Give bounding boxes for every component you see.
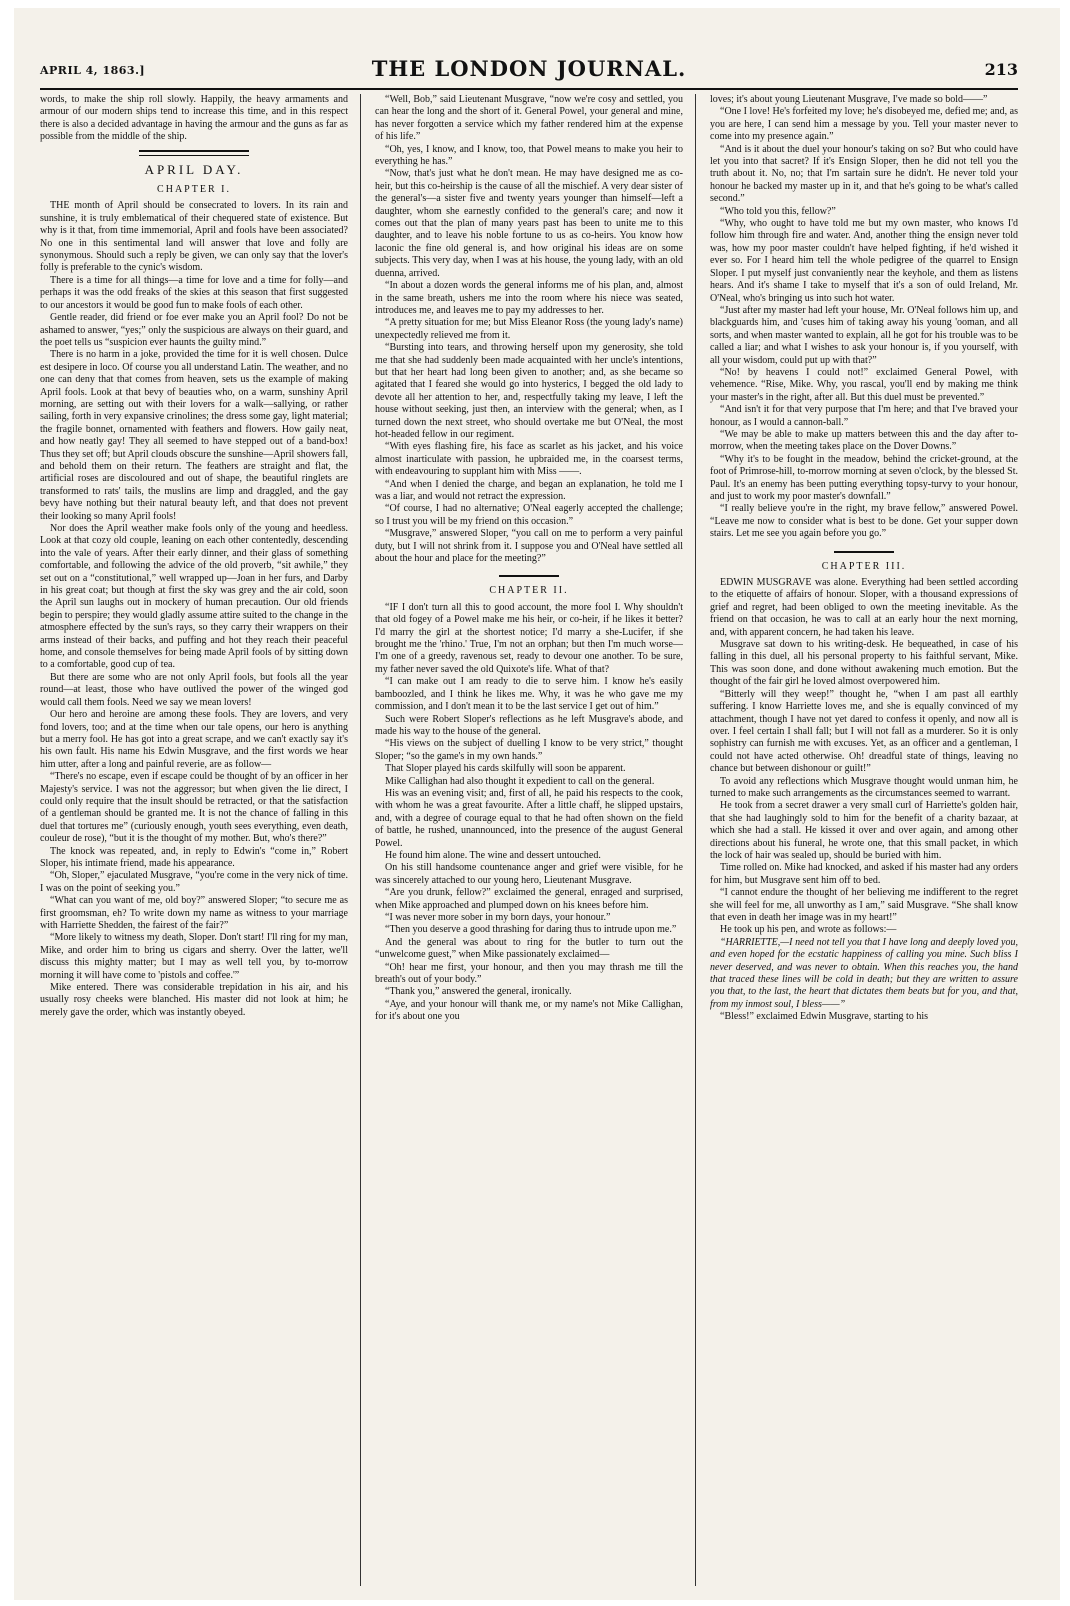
paragraph: “What can you want of me, old boy?” answered Sloper; “to secure me as first groomsman, eh? To write down my name as witness to your marriage with Harriette Shedden, the fairest of the fair?” [40,895,348,931]
paragraph: “Oh, Sloper,” ejaculated Musgrave, “you're come in the very nick of time. I was on the point of seeking you.” [40,870,348,894]
paragraph: “Are you drunk, fellow?” exclaimed the general, enraged and surprised, when Mike approached and plumped down on his knees before him. [375,887,683,911]
paragraph: “I can make out I am ready to die to serve him. I know he's easily bamboozled, and I think he likes me. Why, it was he who gave me my commission, and I don't mean it to be the last service I get out of him.” [375,676,683,713]
paragraph: “Then you deserve a good thrashing for daring thus to intrude upon me.” [385,924,677,936]
paragraph: He found him alone. The wine and dessert untouched. [385,849,601,861]
paragraph: “Oh, yes, I know, and I know, too, that Powel means to make you heir to everything he has.” [375,143,683,168]
paragraph: That Sloper played his cards skilfully will soon be apparent. [385,763,626,775]
paragraph: “Of course, I had no alternative; O'Neal eagerly accepted the challenge; so I trust you will be my friend on this occasion.” [375,503,683,527]
header-rule [40,88,1018,90]
paragraph: EDWIN MUSGRAVE was alone. Everything had been settled according to the etiquette of affairs of honour. Sloper, with a thousand expressions of grief and regret, had been obliged to own the meeting inevitable. As the friend on that occasion, he was to call at an early hour the next morning, and, with apparent concern, he had taken his leave. [710,577,1018,638]
issue-date: APRIL 4, 1863.] [40,64,146,77]
paragraph: words, to make the ship roll slowly. Happily, the heavy armaments and armour of our modern ships tend to increase this time, and in this respect there is also a decided advantage in having the armour and the guns as far as possible from the middle of the ship. [40,94,348,143]
paragraph: “Why it's to be fought in the meadow, behind the cricket-ground, at the foot of Primrose-hill, to-morrow morning at seven o'clock, by the blessed St. Paul. It's an enemy has been putting everything topsy-turvy to your honour, and just to work my poor master's downfall.” [710,453,1018,502]
column-1 [40,94,348,1588]
paragraph: loves; it's about young Lieutenant Musgrave, I've made so bold——” [710,94,988,105]
paragraph: He took from a secret drawer a very small curl of Harriette's golden hair, that she had laughingly sold to him for the benefit of a charity bazaar, at which she had a stall. He kissed it over and over again, and among other directions about his funeral, he wrote one, that this small packet, in which the lock of hair was sealed up, should be buried with him. [710,800,1018,861]
paragraph: “No! by heavens I could not!” exclaimed General Powel, with vehemence. “Rise, Mike. Why, you rascal, you'll end by making me think your master's in the right, after all. But this duel must be prevented.” [710,366,1018,403]
paragraph: “Now, that's just what he don't mean. He may have designed me as co-heir, but this co-heirship is the cause of all the mischief. A very dear sister of the general's—a sister five and twenty years younger than himself—left a daughter, whom she earnestly confided to the general's care; and now it comes out that the plan of many years past has been to unite me to this daughter, and to leave his noble fortune to us as co-heirs. You know how laconic the fine old general is, and how original his ideas are on some subjects. This very day, when I was at his house, the young lady, with an old duenna, arrived. [375,168,683,279]
section-rule [499,575,559,577]
paragraph: There is a time for all things—a time for love and a time for folly—and perhaps it was the odd freaks of the skies at this season that first suggested to our ancestors it would be good fun to make fools of each other. [40,274,348,311]
paragraph: “I was never more sober in my born days, your honour.” [385,912,611,923]
paragraph: “Bursting into tears, and throwing herself upon my generosity, she told me that she had suddenly been made acquainted with her uncle's intentions, but that her heart had long been given to another; and, as she became so agitated that I feared she would go into hysterics, I begged the old lady to devote all her attention to her, and, respectfully taking my leave, I left the house without seeking, just then, an interview with the general; when, as I turned down the next street, who should overtake me but O'Neal, the most hot-headed fellow in our regiment. [375,342,683,440]
paragraph: “We may be able to make up matters between this and the day after to-morrow, when the meeting takes place on the Dover Downs.” [710,428,1018,453]
paragraph: And the general was about to ring for the butler to turn out the “unwelcome guest,” when Mike passionately exclaimed— [375,936,683,961]
paragraph: Mike entered. There was considerable trepidation in his air, and his usually rosy cheeks were blanched. His master did not look at him; he merely gave the order, which was instantly obeyed. [40,982,348,1018]
column-2 [375,94,683,1588]
paragraph: “More likely to witness my death, Sloper. Don't start! I'll ring for my man, Mike, and order him to bring us cigars and sherry. Over the latter, we'll discuss this mighty matter; but I may as well tell you, by to-morrow morning it will have come to 'pistols and coffee.'” [40,932,348,981]
chapter-heading: CHAPTER I. [157,184,231,196]
column-3 [710,94,1018,1588]
paragraph: “One I love! He's forfeited my love; he's disobeyed me, defied me; and, as you are here, I can send him a message by you. Tell your master never to come into my presence again.” [710,106,1018,143]
paragraph: Time rolled on. Mike had knocked, and asked if his master had any orders for him, but Musgrave sent him off to bed. [710,862,1018,886]
paragraph: “And is it about the duel your honour's taking on so? But who could have let you into that sacret? If it's Ensign Sloper, then he did not tell you the truth about it. No, no; that I'm sartain sure he didn't. He never told your honour he backed my master up in it, and that he's going to be what's called second.” [710,143,1018,205]
paragraph: “And isn't it for that very purpose that I'm here; and that I've braved your honour, as I would a cannon-ball.” [710,404,1018,428]
paragraph: To avoid any reflections which Musgrave thought would unman him, he turned to make such arrangements as the circumstances seemed to warrant. [710,775,1018,799]
section-rule [834,551,894,553]
paragraph: Such were Robert Sloper's reflections as he left Musgrave's abode, and made his way to the house of the general. [375,713,683,737]
paragraph: “Who told you this, fellow?” [720,205,836,217]
paragraph: Our hero and heroine are among these fools. They are lovers, and very fond lovers, too; and at the time when our tale opens, our hero is anything but a merry fool. He has got into a great scrape, and we can't exactly say it's his own fault. His name his Edwin Musgrave, and the first words we hear him utter, after a long and painful reverie, are as follow— [40,709,348,770]
story-title: APRIL DAY. [144,161,244,177]
paragraph: “I cannot endure the thought of her believing me indifferent to the regret she will feel for me, all unworthy as I am,” said Musgrave. “She shall know that even in death her image was in my heart!” [710,887,1018,923]
paragraph: Mike Callighan had also thought it expedient to call on the general. [385,775,655,787]
paragraph: “A pretty situation for me; but Miss Eleanor Ross (the young lady's name) unexpectedly relieved me from it. [375,317,683,341]
paragraph: Nor does the April weather make fools only of the young and heedless. Look at that cozy old couple, leaning on each other contentedly, descending into the vale of years. After their early dinner, and their glass of something comfortable, and following the advice of the old proverb, “sit awhile,” they set out on a “constitutional,” well wrapped up—Joan in her furs, and Darby in his great coat; but though at first the sky was grey and the air cold, soon the April sun laughs out in mockery of human precaution. Our old friends begin to perspire; they would gladly assume attire suited to the change in the atmosphere effected by the sun's rays, so they carry their wrappers on their arms instead of their backs, and puffing and hot they reach their peaceful home, and console themselves for being made April fools of by sitting down to a comfortable, good cup of tea. [40,523,348,671]
paragraph: “IF I don't turn all this to good account, the more fool I. Why shouldn't that old fogey of a Powel make me his heir, or co-heir, if he likes it better? I'd marry the girl at the shortest notice; I'd marry a she-Lucifer, if she brought me the 'rhino.' True, I'm not an orphan; but then I'm much worse—I'm one of a greedy, ravenous set, ready to devour one another. To be sure, my father never saved the old Quixote's life. What of that? [375,601,683,675]
paragraph: “Oh! hear me first, your honour, and then you may thrash me till the breath's out of your body.” [375,961,683,986]
paragraph: “And when I denied the charge, and began an explanation, he told me I was a liar, and would not retract the expression. [375,478,683,502]
paragraph: “Thank you,” answered the general, ironically. [385,986,572,998]
paragraph: But there are some who are not only April fools, but fools all the year round—at least, those who have outlived the power of the winged god would call them fools. Need we say we mean lovers! [40,671,348,708]
paragraph: Musgrave sat down to his writing-desk. He bequeathed, in case of his falling in this duel, all his personal property to his faithful servant, Mike. This was soon done, and done without awakening much emotion. But the thought of the fair girl he loved almost overpowered him. [710,639,1018,688]
paragraph: There is no harm in a joke, provided the time for it is well chosen. Dulce est desipere in loco. Of course you all understand Latin. The weather, and no one can deny that that comes from heaven, sets us the example of making April fools. Look at that bevy of beauties who, on a warm, sunshiny April morning, are setting out with their lovers for a walk—sallying, or rather sailing, forth in very expansive crinolines; the dress some gay, light material; the fragile bonnet, ornamented with feathers and flowers. How gaily neat, and how neatly gay! They all seemed to have stepped out of a band-box! Thus they set off; but April clouds obscure the sunshine—April showers fall, and behold them on their return. The feathers are straight and flat, the artificial roses are discoloured and out of shape, the beautiful ringlets are transformed to rats' tails, the muslins are limp and draggled, and the gay bevy have nothing but their natural beauty left, and that does not prevent their looking so many April fools! [40,349,348,522]
paragraph: He took up his pen, and wrote as follows:— [720,924,897,936]
paragraph: “Aye, and your honour will thank me, or my name's not Mike Callighan, for it's about one you [375,998,683,1023]
paragraph: “Well, Bob,” said Lieutenant Musgrave, “now we're cosy and settled, you can hear the long and the short of it. General Powel, your general and mine, has never forgotten a service which my father rendered him at the expense of his life.” [375,94,683,143]
paragraph: “I really believe you're in the right, my brave fellow,” answered Powel. “Leave me now to consider what is best to be done. Get your supper down stairs. Let me see you again before you go.” [710,503,1018,540]
paragraph: “Just after my master had left your house, Mr. O'Neal follows him up, and blackguards him, and 'cuses him of taking away his young 'ooman, and all sorts, and when master wanted to explain, all he got for his trouble was to be called a liar; and what I wishes to ask your honour is, if you yourself, with all your wisdom, could put up with that?” [710,304,1018,366]
paragraph: “There's no escape, even if escape could be thought of by an officer in her Majesty's service. I was not the aggressor; but when given the lie direct, I could only require that the insult should be retracted, or that the satisfaction of a gentleman should be granted me. It is not the chance of falling in this duel that tortures me” (curiously enough, youth sees everything, even death, couleur de rose), “but it is the thought of my mother. But, who's there?” [40,771,348,845]
page-header [40,56,1018,86]
paragraph: “With eyes flashing fire, his face as scarlet as his jacket, and his voice almost inarticulate with passion, he upbraided me, in the coarsest terms, with endeavouring to supplant him with Miss ——. [375,441,683,478]
section-rule [139,150,249,156]
paragraph: “Bitterly will they weep!” thought he, “when I am past all earthly suffering. I know Harriette loves me, and she is equally convinced of my attachment, though I have not yet dared to confess it openly, and now all is over. I feel certain I shall fall; but I will not fall as a murderer. So it is only sophistry can furnish me with excuses. Yet, as an officer and a gentleman, I could not have acted otherwise. Oh! dreadful state of things, leaving no chance but between dishonour or guilt!” [710,688,1018,775]
paragraph: Gentle reader, did friend or foe ever make you an April fool? Do not be ashamed to answer, “yes;” only the suspicious are always on their guard, and the poet tells us “suspicion ever haunts the guilty mind.” [40,312,348,348]
paragraph: His was an evening visit; and, first of all, he paid his respects to the cook, with whom he was a great favourite. After a little chaff, he slipped upstairs, and, with a degree of courage equal to that he had often shown on the field of battle, he rushed, unannounced, into the presence of the august General Powel. [375,787,683,849]
column-divider [360,94,361,1586]
column-divider [695,94,696,1586]
paragraph: “Musgrave,” answered Sloper, “you call on me to perform a very painful duty, but I will not shrink from it. I suppose you and O'Neal have settled all about the hour and place for the meeting?” [375,528,683,565]
paragraph: The knock was repeated, and, in reply to Edwin's “come in,” Robert Sloper, his intimate friend, made his appearance. [40,845,348,869]
paragraph: THE month of April should be consecrated to lovers. In its rain and sunshine, it is truly emblematical of their chequered state of existence. But why is it that, from time immemorial, April and fools have been associated? No one in this sentimental land will answer that love and folly are synonymous. Should such a reply be given, we can only say that the lover's folly is preferable to the cynic's wisdom. [40,200,348,274]
chapter-heading: CHAPTER III. [821,560,907,572]
paragraph: “Why, who ought to have told me but my own master, who knows I'd follow him through fire and water. And, another thing the ensign never told was, how my poor master couldn't have helped fighting, if he'd wished it ever so. For I heard him tell the whole pedigree of the quarrel to Ensign Sloper. I put myself just convaniently near the keyhole, and them as listens hears. And it's shame I take to myself that it's a son of ould Ireland, Mr. O'Neal, who's bringing us into such hot water. [710,218,1018,304]
paragraph: “Bless!” exclaimed Edwin Musgrave, starting to his [720,1011,929,1023]
letter-paragraph: “HARRIETTE,—I need not tell you that I have long and deeply loved you, and even hoped for the ecstatic happiness of calling you mine. Such bliss I never deserved, and was never to obtain. When this reaches you, the hand that traced these lines will be cold in death; but they are written to assure you that, to the last, the heart that dictates them beats but for you, and that, from my inmost soul, I bless——” [710,936,1018,1010]
journal-title: THE LONDON JOURNAL. [371,56,687,81]
paragraph: “His views on the subject of duelling I know to be very strict,” thought Sloper; “so the game's in my own hands.” [375,738,683,762]
chapter-heading: CHAPTER II. [489,585,569,597]
paragraph: “In about a dozen words the general informs me of his plan, and, almost in the same breath, ushers me into the room where his niece was seated, introduces me, and leaves me to pay my addresses to her. [375,280,683,316]
page-number: 213 [984,60,1018,79]
paragraph: On his still handsome countenance anger and grief were visible, for he was sincerely attached to our young hero, Lieutenant Musgrave. [375,862,683,886]
